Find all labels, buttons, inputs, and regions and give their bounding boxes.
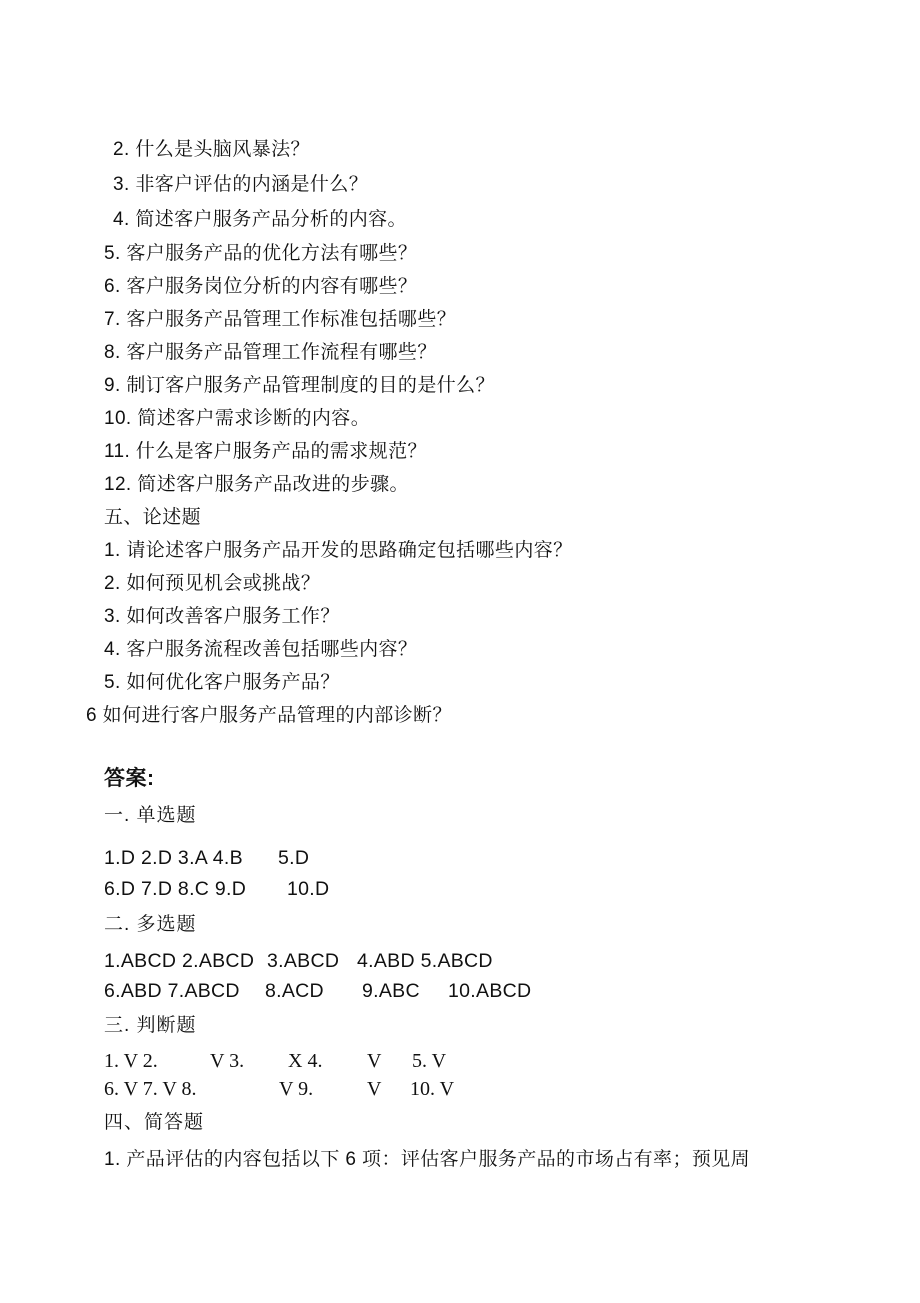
question-line: 10. 简述客户需求诊断的内容。 [104,408,371,429]
essay-question-line: 1. 请论述客户服务产品开发的思路确定包括哪些内容？ [104,540,573,561]
question-line: 11. 什么是客户服务产品的需求规范？ [104,441,427,462]
essay-question-line: 4. 客户服务流程改善包括哪些内容？ [104,639,418,660]
answer-cell: 6.ABD 7.ABCD [104,980,240,1002]
answer-cell: 10. V [410,1078,455,1100]
question-line: 7. 客户服务产品管理工作标准包括哪些？ [104,309,457,330]
answer-cell: 5.D [278,847,310,869]
question-line: 6. 客户服务岗位分析的内容有哪些？ [104,276,418,297]
true-false-heading: 三. 判断题 [104,1015,197,1036]
multi-choice-answer-row [104,946,860,976]
question-line: 9. 制订客户服务产品管理制度的目的是什么？ [104,375,495,396]
answer-cell: 8.ACD [265,980,324,1002]
essay-question-line: 6 如何进行客户服务产品管理的内部诊断？ [86,705,452,726]
answer-cell: X 4. [288,1050,323,1072]
question-line: 4. 简述客户服务产品分析的内容。 [113,209,407,230]
answer-cell: V 3. [210,1050,245,1072]
answers-title: 答案: [104,767,155,790]
single-choice-heading: 一. 单选题 [104,805,197,826]
answer-cell: 6.D 7.D 8.C 9.D [104,878,247,900]
question-line: 2. 什么是头脑风暴法？ [113,139,310,160]
answer-cell: 5. V [412,1050,447,1072]
multi-choice-answer-row [104,976,860,1006]
answer-cell: 1.ABCD 2.ABCD [104,950,255,972]
answer-cell: 3.ABCD [267,950,340,972]
single-choice-answer-row [104,843,860,874]
single-choice-answer-row [104,874,860,905]
essay-question-line: 3. 如何改善客户服务工作？ [104,606,340,627]
answer-cell: 4.ABD 5.ABCD [357,950,493,972]
question-line: 8. 客户服务产品管理工作流程有哪些？ [104,342,437,363]
essay-section-heading: 五、论述题 [104,507,202,528]
document-content [86,0,860,1175]
true-false-answer-row [104,1047,860,1075]
question-line: 5. 客户服务产品的优化方法有哪些？ [104,243,418,264]
question-line: 3. 非客户评估的内涵是什么？ [113,174,369,195]
question-line: 12. 简述客户服务产品改进的步骤。 [104,474,409,495]
answer-cell: V [367,1078,382,1100]
short-answer-heading: 四、简答题 [104,1112,205,1133]
answer-cell: 1. V 2. [104,1050,158,1072]
essay-question-line: 5. 如何优化客户服务产品？ [104,672,340,693]
answer-cell: 10.D [287,878,330,900]
short-answer-first-line: 1. 产品评估的内容包括以下 6 项：评估客户服务产品的市场占有率；预见周 [104,1149,751,1170]
answer-cell: V [367,1050,382,1072]
answer-cell: 6. V 7. V 8. [104,1078,197,1100]
answer-cell: 1.D 2.D 3.A 4.B [104,847,243,869]
true-false-answer-row [104,1075,860,1103]
answer-cell: V 9. [279,1078,314,1100]
multi-choice-heading: 二. 多选题 [104,914,197,935]
answer-cell: 9.ABC [362,980,420,1002]
essay-question-line: 2. 如何预见机会或挑战？ [104,573,321,594]
answer-cell: 10.ABCD [448,980,532,1002]
